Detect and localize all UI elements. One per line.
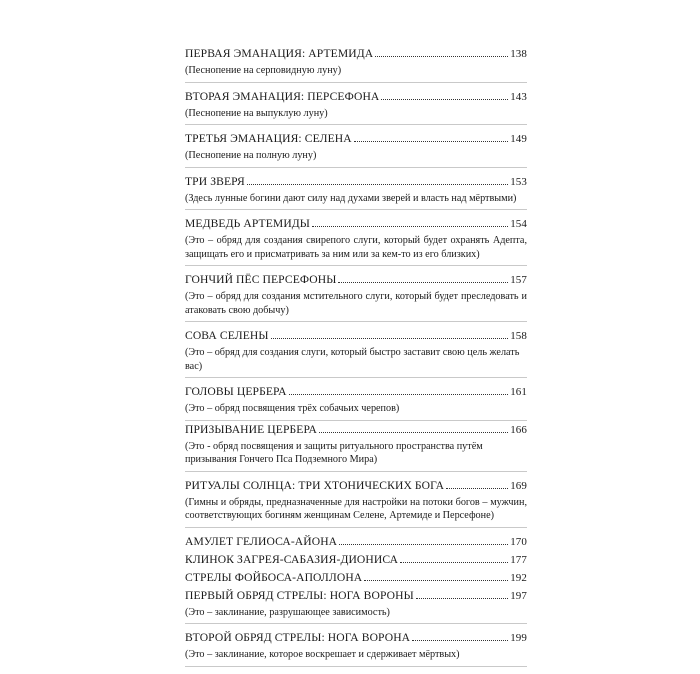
table-of-contents	[185, 47, 527, 674]
toc-entry-description: (Это - обряд посвящения и защиты ритуального пространства путём призывания Гончего Пса Подземного Мира)	[185, 440, 527, 472]
toc-dot-leader	[271, 337, 509, 339]
toc-dot-leader	[416, 597, 508, 599]
toc-entry	[185, 553, 527, 569]
toc-page-number: 158	[510, 330, 527, 342]
toc-page-number: 197	[510, 589, 527, 602]
toc-entry-title: ВТОРОЙ ОБРЯД СТРЕЛЫ: НОГА ВОРОНА	[185, 631, 411, 644]
toc-entry	[185, 589, 527, 625]
toc-entry-line	[185, 589, 527, 603]
toc-entry-description: (Песнопение на серповидную луну)	[185, 64, 527, 83]
toc-entry-description: (Песнопение на полную луну)	[185, 149, 527, 168]
toc-entry	[185, 423, 527, 472]
toc-entry-description: (Это – обряд для создания слуги, который быстро заставит свою цель желать вас)	[185, 346, 527, 378]
toc-page-number: 169	[510, 479, 527, 492]
toc-dot-leader	[400, 561, 508, 563]
toc-entry-line	[185, 47, 527, 61]
toc-dot-leader	[354, 140, 508, 142]
toc-entry-title: СТРЕЛЫ ФОЙБОСА-АПОЛЛОНА	[185, 570, 363, 584]
toc-dot-leader	[319, 431, 508, 433]
toc-entry	[185, 47, 527, 83]
toc-entry-line	[185, 571, 527, 585]
toc-entry	[185, 273, 527, 322]
toc-dot-leader	[289, 393, 509, 395]
toc-entry-title: КЛИНОК ЗАГРЕЯ-САБАЗИЯ-ДИОНИСА	[185, 552, 399, 566]
toc-page-number: 157	[510, 274, 527, 286]
toc-entry-description: (Гимны и обряды, предназначенные для настройки на потоки богов – мужчин, соответствующих богиням женщинам Селене, Артемиде и Персефоне)	[185, 496, 527, 528]
toc-entry-description: (Это – заклинание, разрушающее зависимость)	[185, 606, 527, 625]
toc-entry-line	[185, 631, 527, 645]
toc-entry-title: СОВА СЕЛЕНЫ	[185, 329, 269, 342]
toc-page-number: 143	[510, 90, 527, 103]
toc-entry-line	[185, 423, 527, 437]
toc-entry-line	[185, 217, 527, 231]
toc-entry-description: (Это – обряд для создания свирепого слуги, который будет охранять Адепта, защищать его и присматривать за ним или за кем-то из его близких)	[185, 234, 527, 266]
toc-entry-title: МЕДВЕДЬ АРТЕМИДЫ	[185, 217, 311, 230]
toc-entry-description: (Здесь лунные богини дают силу над духами зверей и власть над мёртвыми)	[185, 192, 527, 211]
toc-entry-title: ТРИ ЗВЕРЯ	[185, 174, 245, 188]
toc-entry-description: (Это – обряд посвящения трёх собачьих черепов)	[185, 402, 527, 421]
toc-entry-line	[185, 553, 527, 567]
toc-page-number: 166	[510, 423, 527, 436]
toc-entry-title: ПЕРВЫЙ ОБРЯД СТРЕЛЫ: НОГА ВОРОНЫ	[185, 588, 414, 602]
toc-entry-description: (Это – обряд для создания мстительного слуги, который будет преследовать и атаковать свою добычу)	[185, 290, 527, 322]
toc-entry	[185, 479, 527, 528]
toc-entry-line	[185, 90, 527, 104]
toc-entry-line	[185, 385, 527, 399]
toc-entry	[185, 571, 527, 587]
toc-entry	[185, 217, 527, 266]
toc-entry-line	[185, 175, 527, 189]
toc-entry-title: ГОНЧИЙ ПЁС ПЕРСЕФОНЫ	[185, 273, 337, 286]
toc-page-number: 192	[510, 571, 527, 584]
toc-page-number: 149	[510, 133, 527, 145]
toc-entry-line	[185, 479, 527, 493]
toc-page-number: 161	[510, 386, 527, 398]
toc-page-number: 177	[510, 553, 527, 566]
toc-entry	[185, 385, 527, 421]
toc-dot-leader	[338, 281, 508, 283]
toc-dot-leader	[375, 55, 508, 57]
toc-entry	[185, 90, 527, 126]
toc-entry-title: ПЕРВАЯ ЭМАНАЦИЯ: АРТЕМИДА	[185, 47, 374, 60]
toc-entry-title: ГОЛОВЫ ЦЕРБЕРА	[185, 385, 287, 398]
toc-entry-line	[185, 535, 527, 549]
toc-entry	[185, 329, 527, 378]
toc-entry-description: (Песнопение на выпуклую луну)	[185, 107, 527, 126]
toc-dot-leader	[364, 579, 508, 581]
toc-page-number: 153	[510, 175, 527, 188]
toc-entry-title: ВТОРАЯ ЭМАНАЦИЯ: ПЕРСЕФОНА	[185, 89, 380, 103]
toc-dot-leader	[446, 487, 508, 489]
toc-entry-title: ПРИЗЫВАНИЕ ЦЕРБЕРА	[185, 422, 317, 436]
toc-entry	[185, 631, 527, 667]
toc-entry	[185, 175, 527, 211]
toc-entry-title: АМУЛЕТ ГЕЛИОСА-АЙОНА	[185, 534, 338, 548]
toc-dot-leader	[339, 543, 508, 545]
toc-dot-leader	[381, 98, 508, 100]
toc-page-number: 154	[510, 218, 527, 230]
toc-page-number: 138	[510, 48, 527, 60]
toc-dot-leader	[412, 639, 508, 641]
toc-page-number: 170	[510, 535, 527, 548]
toc-dot-leader	[312, 225, 508, 227]
toc-entry-line	[185, 132, 527, 146]
toc-page-number: 199	[510, 632, 527, 644]
toc-entry-title: РИТУАЛЫ СОЛНЦА: ТРИ ХТОНИЧЕСКИХ БОГА	[185, 478, 445, 492]
toc-entry	[185, 535, 527, 551]
toc-entry-line	[185, 273, 527, 287]
toc-entry-title: ТРЕТЬЯ ЭМАНАЦИЯ: СЕЛЕНА	[185, 132, 352, 145]
toc-dot-leader	[247, 183, 508, 185]
toc-entry-line	[185, 329, 527, 343]
toc-entry-description: (Это – заклинание, которое воскрешает и сдерживает мёртвых)	[185, 648, 527, 667]
toc-entry	[185, 132, 527, 168]
